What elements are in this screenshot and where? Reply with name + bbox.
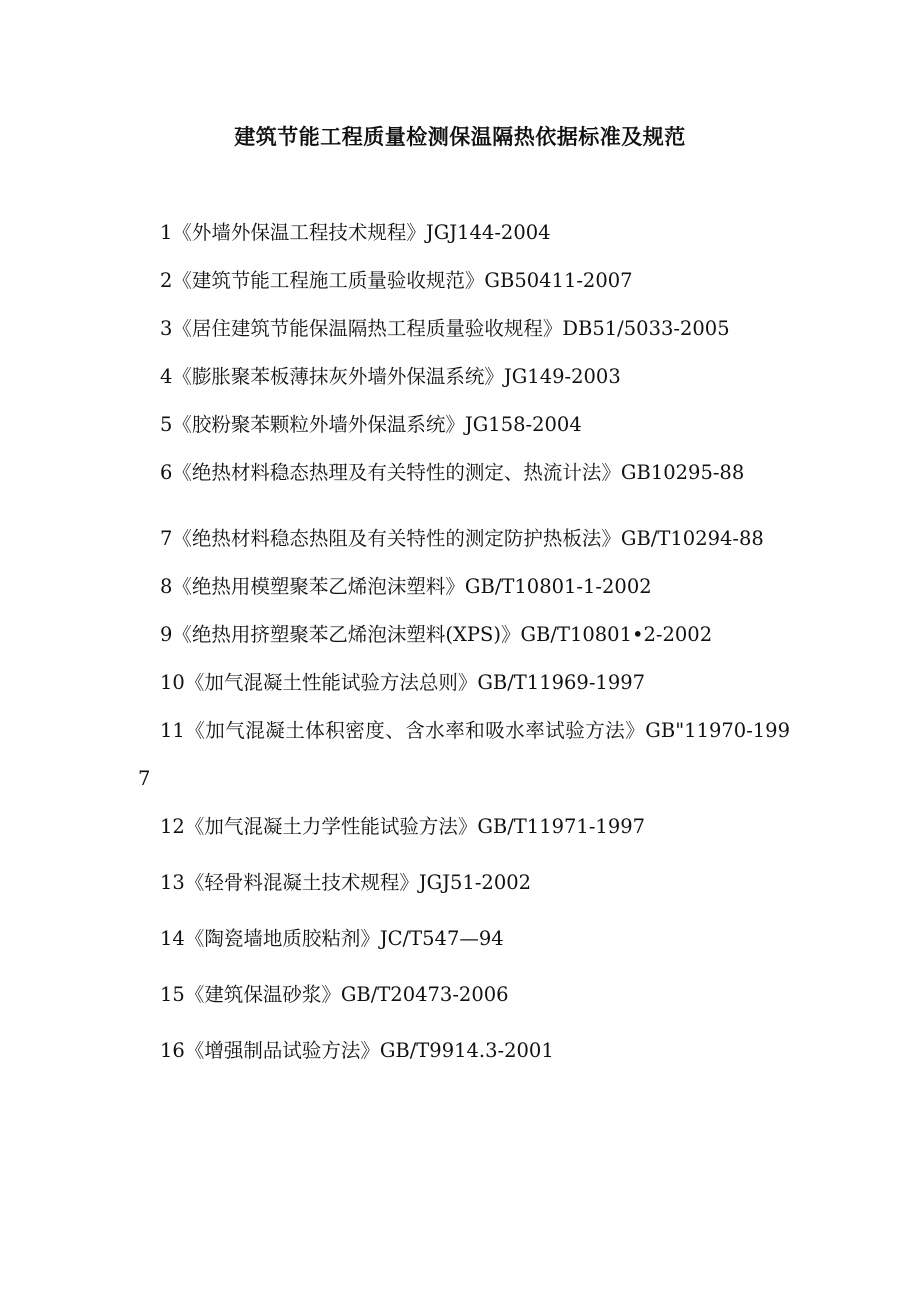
- standard-item-7: 7《绝热材料稳态热阻及有关特性的测定防护热板法》GB/T10294-88: [160, 527, 764, 550]
- standard-item-5: 5《胶粉聚苯颗粒外墙外保温系统》JG158-2004: [160, 413, 582, 436]
- standard-item-15: 15《建筑保温砂浆》GB/T20473-2006: [160, 983, 509, 1006]
- standards-list: [138, 218, 790, 1066]
- standard-item-1: 1《外墙外保温工程技术规程》JGJ144-2004: [160, 221, 551, 244]
- standard-item-9: 9《绝热用挤塑聚苯乙烯泡沫塑料(XPS)》GB/T10801•2-2002: [160, 623, 713, 646]
- standard-item-6: 6《绝热材料稳态热理及有关特性的测定、热流计法》GB10295-88: [160, 461, 745, 484]
- standard-item-12: 12《加气混凝土力学性能试验方法》GB/T11971-1997: [160, 815, 646, 838]
- standard-item-3: 3《居住建筑节能保温隔热工程质量验收规程》DB51/5033-2005: [160, 317, 730, 340]
- standard-item-2: 2《建筑节能工程施工质量验收规范》GB50411-2007: [160, 269, 633, 292]
- standard-item-16: 16《增强制品试验方法》GB/T9914.3-2001: [160, 1039, 554, 1062]
- document-title: 建筑节能工程质量检测保温隔热依据标准及规范: [234, 124, 686, 149]
- standard-item-14: 14《陶瓷墙地质胶粘剂》JC/T547—94: [160, 927, 504, 950]
- standard-item-8: 8《绝热用模塑聚苯乙烯泡沫塑料》GB/T10801-1-2002: [160, 575, 652, 598]
- standard-item-4: 4《膨胀聚苯板薄抹灰外墙外保温系统》JG149-2003: [160, 365, 621, 388]
- standard-item-10: 10《加气混凝土性能试验方法总则》GB/T11969-1997: [160, 671, 646, 694]
- standard-item-13: 13《轻骨料混凝土技术规程》JGJ51-2002: [160, 871, 532, 894]
- standard-item-11: 11《加气混凝土体积密度、含水率和吸水率试验方法》GB"11970-1997: [138, 719, 790, 790]
